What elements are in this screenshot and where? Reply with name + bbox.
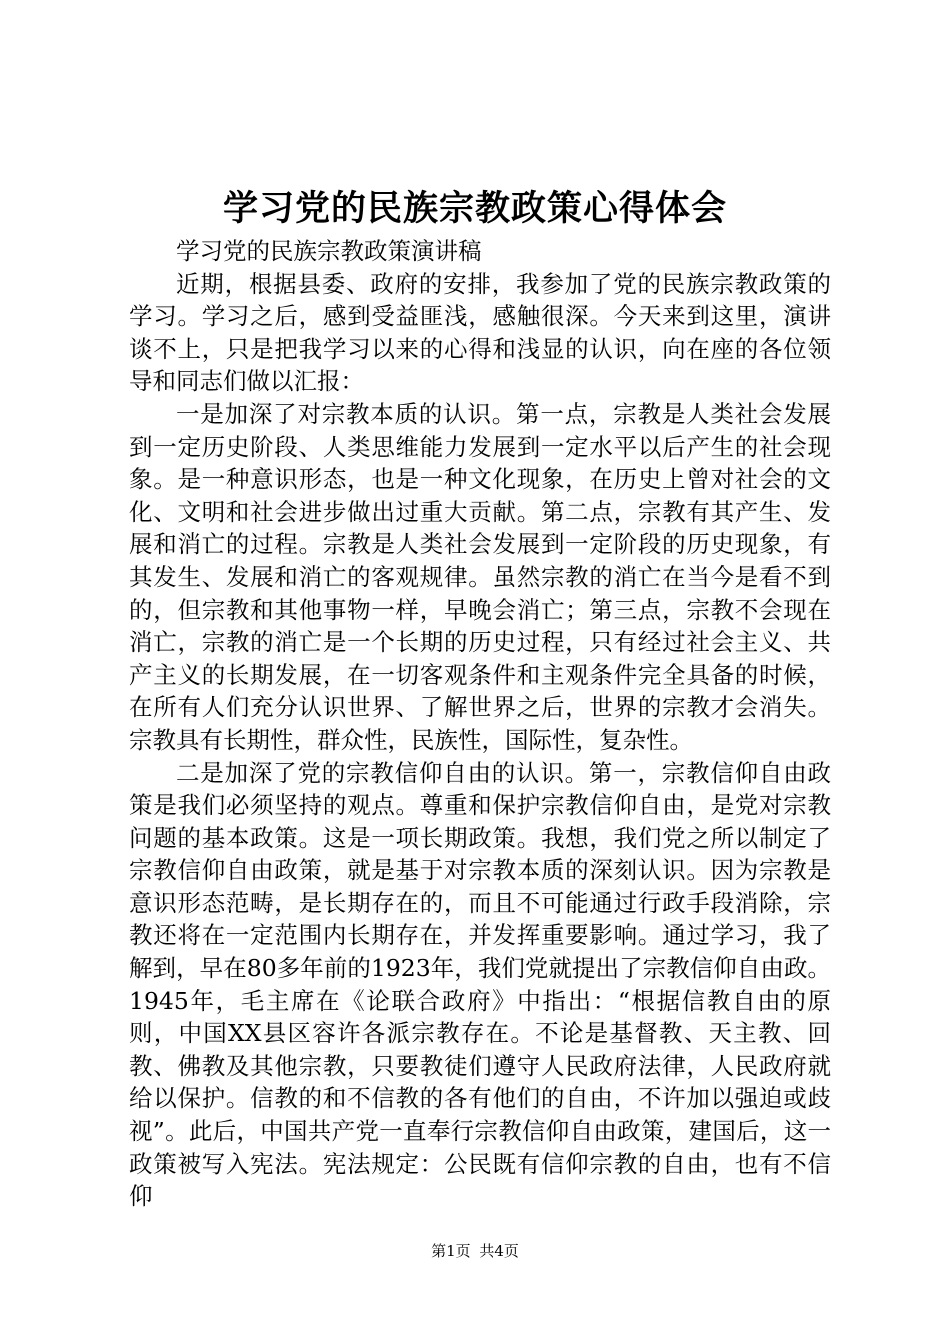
- page-footer: [0, 1240, 950, 1262]
- page-number: 第1页: [431, 1242, 471, 1260]
- paragraph-intro: 近期，根据县委、政府的安排，我参加了党的民族宗教政策的学习。学习之后，感到受益匪浅，感触很深。今天来到这里，演讲谈不上，只是把我学习以来的心得和浅显的认识，向在座的各位领导和同志们做以汇报：: [129, 269, 831, 396]
- page-total: 共4页: [479, 1242, 519, 1260]
- paragraph-point-two: 二是加深了党的宗教信仰自由的认识。第一，宗教信仰自由政策是我们必须坚持的观点。尊重和保护宗教信仰自由，是党对宗教问题的基本政策。这是一项长期政策。我想，我们党之所以制定了宗教信仰自由政策，就是基于对宗教本质的深刻认识。因为宗教是意识形态范畴，是长期存在的，而且不可能通过行政手段消除，宗教还将在一定范围内长期存在，并发挥重要影响。通过学习，我了解到，早在80多年前的1923年，我们党就提出了宗教信仰自由政。1945年，毛主席在《论联合政府》中指出：“根据信教自由的原则，中国XX县区容许各派宗教存在。不论是基督教、天主教、回教、佛教及其他宗教，只要教徒们遵守人民政府法律，人民政府就给以保护。信教的和不信教的各有他们的自由，不许加以强迫或歧视”。此后，中国共产党一直奉行宗教信仰自由政策，建国后，这一政策被写入宪法。宪法规定：公民既有信仰宗教的自由，也有不信仰: [129, 758, 831, 1211]
- document-title: 学习党的民族宗教政策心得体会: [222, 188, 727, 229]
- document-body: [129, 235, 831, 1213]
- paragraph-subtitle: 学习党的民族宗教政策演讲稿: [176, 237, 482, 265]
- paragraph-point-one: 一是加深了对宗教本质的认识。第一点，宗教是人类社会发展到一定历史阶段、人类思维能力发展到一定水平以后产生的社会现象。是一种意识形态，也是一种文化现象，在历史上曾对社会的文化、文明和社会进步做出过重大贡献。第二点，宗教有其产生、发展和消亡的过程。宗教是人类社会发展到一定阶段的历史现象，有其发生、发展和消亡的客观规律。虽然宗教的消亡在当今是看不到的，但宗教和其他事物一样，早晚会消亡；第三点，宗教不会现在消亡，宗教的消亡是一个长期的历史过程，只有经过社会主义、共产主义的长期发展，在一切客观条件和主观条件完全具备的时候，在所有人们充分认识世界、了解世界之后，世界的宗教才会消失。宗教具有长期性，群众性，民族性，国际性，复杂性。: [129, 399, 831, 754]
